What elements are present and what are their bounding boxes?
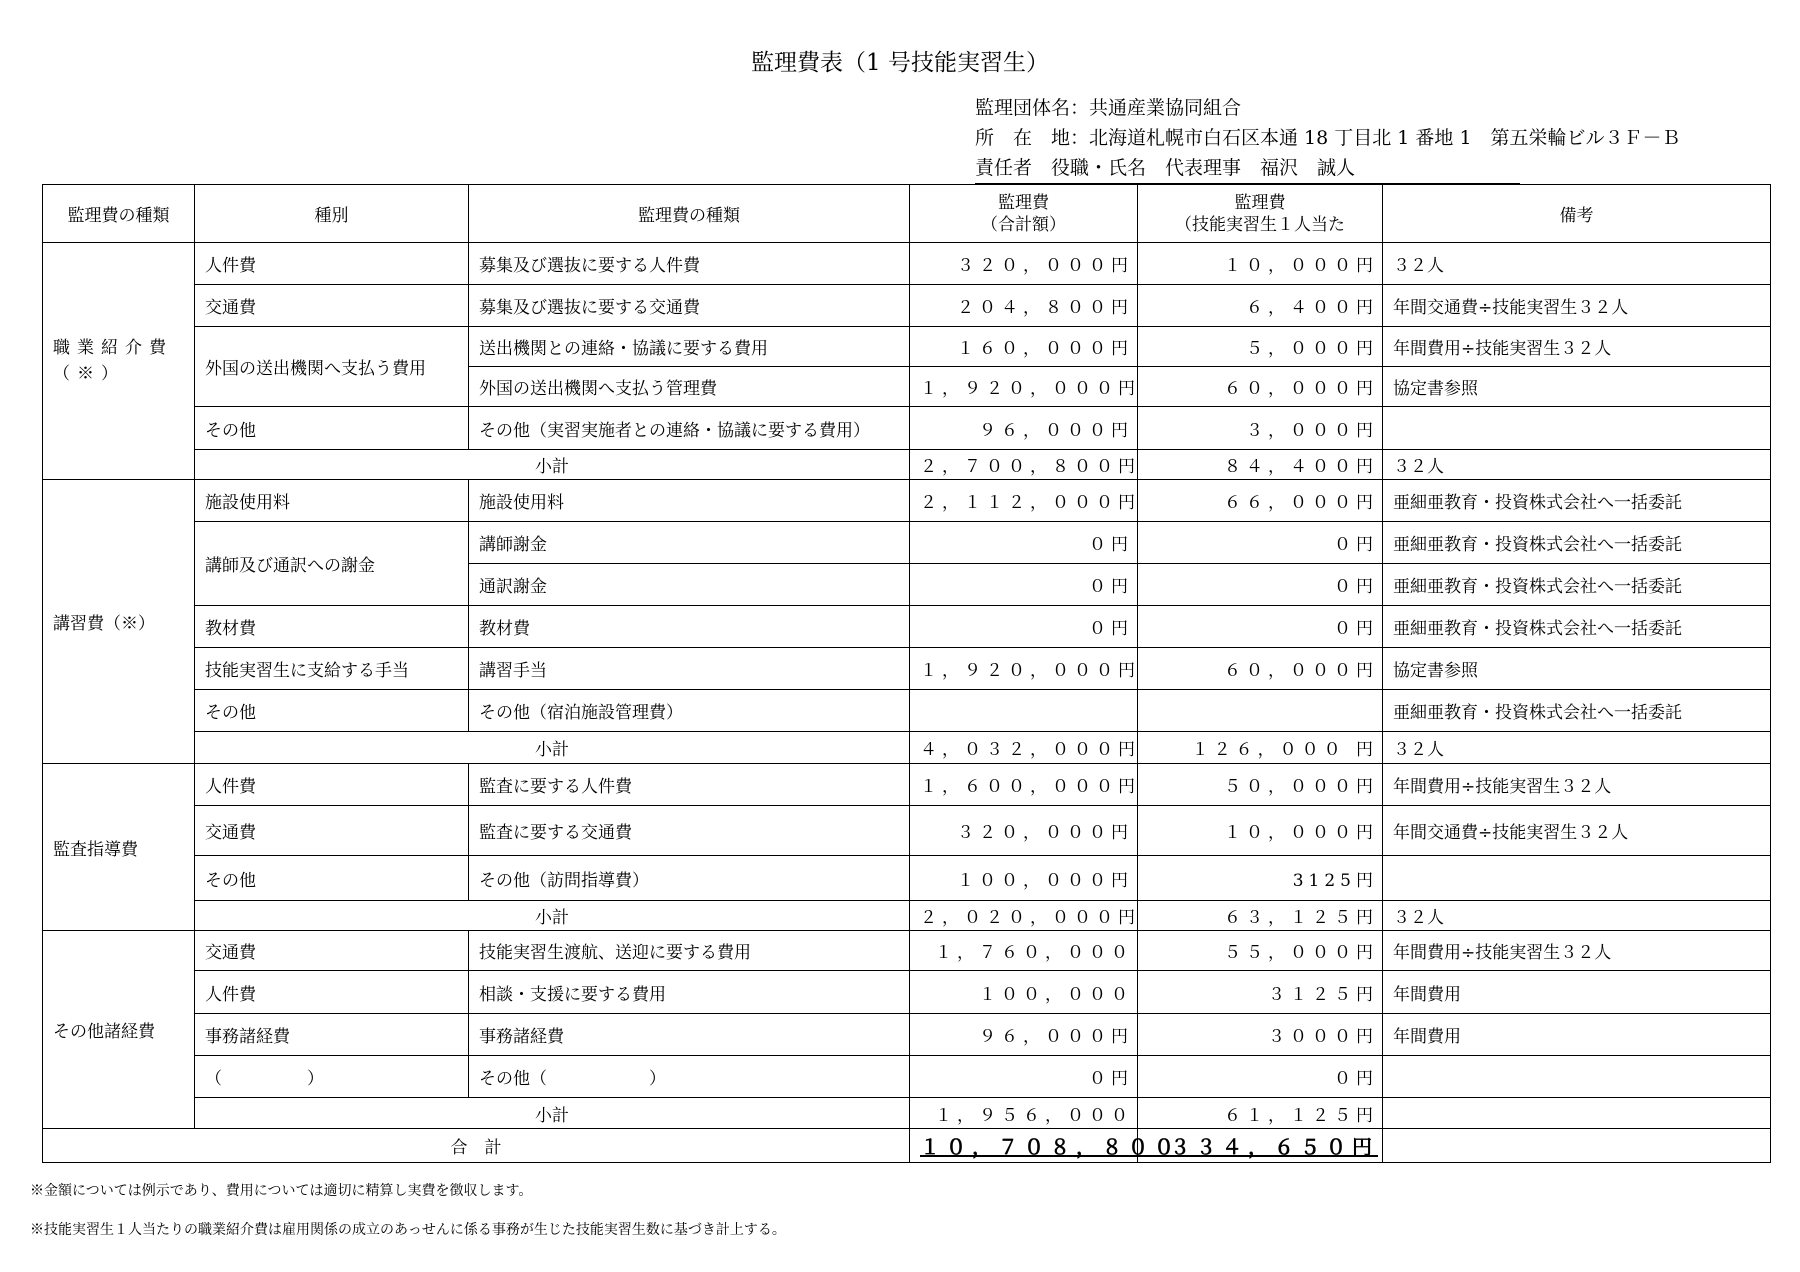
row-remarks <box>1383 856 1771 901</box>
row-per-trainee: ３，０００円 <box>1138 407 1383 450</box>
row-total: ９６，０００円 <box>910 1014 1138 1056</box>
table-row <box>43 407 1771 450</box>
row-kind: 技能実習生に支給する手当 <box>195 648 469 690</box>
header-total: 監理費 （合計額） <box>910 185 1138 243</box>
footnotes <box>30 1172 786 1250</box>
row-detail: その他（宿泊施設管理費） <box>469 690 910 732</box>
table-row <box>43 1056 1771 1098</box>
row-per-trainee: ０円 <box>1138 522 1383 564</box>
row-remarks: 亜細亜教育・投資株式会社へ一括委託 <box>1383 690 1771 732</box>
row-total: ３２０，０００円 <box>910 806 1138 856</box>
row-total: １，７６０，０００ <box>910 931 1138 971</box>
subtotal-per-trainee: ６３，１２５円 <box>1138 901 1383 931</box>
row-remarks: 年間交通費÷技能実習生３２人 <box>1383 806 1771 856</box>
header-detail: 監理費の種類 <box>469 185 910 243</box>
table-row <box>43 690 1771 732</box>
row-per-trainee <box>1138 690 1383 732</box>
subtotal-total: ２，７００，８００円 <box>910 450 1138 480</box>
table-row <box>43 971 1771 1014</box>
subtotal-total: ２，０２０，０００円 <box>910 901 1138 931</box>
grand-total-per-trainee <box>1138 1129 1383 1163</box>
row-remarks: 年間費用÷技能実習生３２人 <box>1383 931 1771 971</box>
grand-total-per-trainee-value: ３３４，６５０円 <box>1170 1135 1378 1159</box>
row-kind: 教材費 <box>195 606 469 648</box>
subtotal-per-trainee: １２６，０００ 円 <box>1138 732 1383 764</box>
organization-info <box>975 93 1681 183</box>
row-remarks: 年間費用 <box>1383 971 1771 1014</box>
section-category: その他諸経費 <box>43 931 195 1129</box>
subtotal-per-trainee: ８４，４００円 <box>1138 450 1383 480</box>
table-row <box>43 648 1771 690</box>
row-remarks: ３２人 <box>1383 243 1771 285</box>
header-kind: 種別 <box>195 185 469 243</box>
row-detail: 募集及び選抜に要する人件費 <box>469 243 910 285</box>
row-total: ０円 <box>910 564 1138 606</box>
row-remarks <box>1383 407 1771 450</box>
row-remarks: 亜細亜教育・投資株式会社へ一括委託 <box>1383 522 1771 564</box>
table-row <box>43 806 1771 856</box>
row-detail: 外国の送出機関へ支払う管理費 <box>469 367 910 407</box>
row-total: １６０，０００円 <box>910 327 1138 367</box>
row-detail: その他（ ） <box>469 1056 910 1098</box>
row-kind: 施設使用料 <box>195 480 469 522</box>
row-per-trainee: ０円 <box>1138 1056 1383 1098</box>
footnote: ※技能実習生１人当たりの職業紹介費は雇用関係の成立のあっせんに係る事務が生じた技能実習生数に基づき計上する。 <box>30 1222 786 1238</box>
row-detail: 募集及び選抜に要する交通費 <box>469 285 910 327</box>
row-detail: 講習手当 <box>469 648 910 690</box>
row-kind: 人件費 <box>195 764 469 806</box>
subtotal-label: 小計 <box>195 732 910 764</box>
row-kind: その他 <box>195 690 469 732</box>
row-kind: 人件費 <box>195 971 469 1014</box>
row-total: ０円 <box>910 606 1138 648</box>
row-remarks: 年間費用÷技能実習生３２人 <box>1383 764 1771 806</box>
grand-total-label: 合 計 <box>43 1129 910 1163</box>
table-row <box>43 931 1771 971</box>
subtotal-row <box>43 732 1771 764</box>
table-row <box>43 480 1771 522</box>
row-detail: 技能実習生渡航、送迎に要する費用 <box>469 931 910 971</box>
row-detail: 監査に要する交通費 <box>469 806 910 856</box>
header-category: 監理費の種類 <box>43 185 195 243</box>
row-detail: 講師謝金 <box>469 522 910 564</box>
grand-total-amount-value: １０，７０８，８００ <box>920 1135 1180 1159</box>
row-total: ２，１１２，０００円 <box>910 480 1138 522</box>
section-category: 監査指導費 <box>43 764 195 931</box>
row-per-trainee: ６６，０００円 <box>1138 480 1383 522</box>
row-remarks: 年間費用÷技能実習生３２人 <box>1383 327 1771 367</box>
row-kind: 交通費 <box>195 931 469 971</box>
row-kind: 交通費 <box>195 285 469 327</box>
row-remarks: 年間交通費÷技能実習生３２人 <box>1383 285 1771 327</box>
row-per-trainee: ３０００円 <box>1138 1014 1383 1056</box>
row-total: １００，０００円 <box>910 856 1138 901</box>
row-detail: 送出機関との連絡・協議に要する費用 <box>469 327 910 367</box>
subtotal-row <box>43 450 1771 480</box>
row-remarks: 年間費用 <box>1383 1014 1771 1056</box>
subtotal-label: 小計 <box>195 901 910 931</box>
row-total: １，６００，０００円 <box>910 764 1138 806</box>
row-per-trainee: １０，０００円 <box>1138 243 1383 285</box>
row-remarks <box>1383 1056 1771 1098</box>
row-remarks: 亜細亜教育・投資株式会社へ一括委託 <box>1383 606 1771 648</box>
row-kind: 交通費 <box>195 806 469 856</box>
row-total <box>910 690 1138 732</box>
subtotal-remarks: ３２人 <box>1383 732 1771 764</box>
row-per-trainee: ６，４００円 <box>1138 285 1383 327</box>
row-per-trainee: ５０，０００円 <box>1138 764 1383 806</box>
row-per-trainee: １０，０００円 <box>1138 806 1383 856</box>
table-row <box>43 327 1771 367</box>
subtotal-remarks: ３２人 <box>1383 450 1771 480</box>
row-kind: （ ） <box>195 1056 469 1098</box>
row-kind: 外国の送出機関へ支払う費用 <box>195 327 469 407</box>
row-kind: その他 <box>195 856 469 901</box>
table-row <box>43 243 1771 285</box>
table-row <box>43 856 1771 901</box>
footnote: ※金額については例示であり、費用については適切に精算し実費を徴収します。 <box>30 1183 533 1199</box>
grand-total-amount <box>910 1129 1180 1163</box>
row-detail: 事務諸経費 <box>469 1014 910 1056</box>
row-per-trainee: ５，０００円 <box>1138 327 1383 367</box>
row-remarks: 協定書参照 <box>1383 648 1771 690</box>
subtotal-remarks <box>1383 1098 1771 1129</box>
page-title: 監理費表（1 号技能実習生） <box>751 50 1049 76</box>
row-total: ２０４，８００円 <box>910 285 1138 327</box>
subtotal-remarks: ３２人 <box>1383 901 1771 931</box>
table-header-row <box>43 185 1771 243</box>
row-total: １，９２０，０００円 <box>910 648 1138 690</box>
row-remarks: 協定書参照 <box>1383 367 1771 407</box>
row-remarks: 亜細亜教育・投資株式会社へ一括委託 <box>1383 480 1771 522</box>
supervision-fee-table <box>42 184 1771 1163</box>
row-total: ０円 <box>910 522 1138 564</box>
subtotal-total: １，９５６，０００ <box>910 1098 1138 1129</box>
row-detail: 通訳謝金 <box>469 564 910 606</box>
organization-address: 所 在 地：北海道札幌市白石区本通 18 丁目北 1 番地 1 第五栄輪ビル３Ｆ－Ｂ <box>975 127 1681 149</box>
subtotal-row <box>43 901 1771 931</box>
subtotal-label: 小計 <box>195 450 910 480</box>
row-total: １００，０００ <box>910 971 1138 1014</box>
organization-name: 監理団体名：共通産業協同組合 <box>975 97 1242 119</box>
grand-total-remarks <box>1383 1129 1771 1163</box>
table-row <box>43 285 1771 327</box>
row-remarks: 亜細亜教育・投資株式会社へ一括委託 <box>1383 564 1771 606</box>
table-row <box>43 522 1771 564</box>
row-detail: その他（実習実施者との連絡・協議に要する費用） <box>469 407 910 450</box>
table-row <box>43 606 1771 648</box>
subtotal-row <box>43 1098 1771 1129</box>
row-kind: その他 <box>195 407 469 450</box>
row-detail: 教材費 <box>469 606 910 648</box>
header-per-trainee: 監理費 （技能実習生１人当た <box>1138 185 1383 243</box>
subtotal-label: 小計 <box>195 1098 910 1129</box>
subtotal-per-trainee: ６１，１２５円 <box>1138 1098 1383 1129</box>
section-category: 講習費（※） <box>43 480 195 764</box>
row-total: １，９２０，０００円 <box>910 367 1138 407</box>
row-total: ３２０，０００円 <box>910 243 1138 285</box>
row-per-trainee: ３１２５円 <box>1138 971 1383 1014</box>
row-total: ０円 <box>910 1056 1138 1098</box>
row-per-trainee: ６０，０００円 <box>1138 648 1383 690</box>
row-detail: 監査に要する人件費 <box>469 764 910 806</box>
row-kind: 人件費 <box>195 243 469 285</box>
row-kind: 事務諸経費 <box>195 1014 469 1056</box>
row-per-trainee: ０円 <box>1138 564 1383 606</box>
table-row <box>43 1014 1771 1056</box>
row-detail: 相談・支援に要する費用 <box>469 971 910 1014</box>
row-total: ９６，０００円 <box>910 407 1138 450</box>
row-per-trainee: ５５，０００円 <box>1138 931 1383 971</box>
section-category: 職業紹介費（※） <box>43 243 195 480</box>
row-per-trainee: ０円 <box>1138 606 1383 648</box>
row-per-trainee: 3125円 <box>1138 856 1383 901</box>
row-detail: その他（訪問指導費） <box>469 856 910 901</box>
row-kind: 講師及び通訳への謝金 <box>195 522 469 606</box>
subtotal-total: ４，０３２，０００円 <box>910 732 1138 764</box>
organization-responsible: 責任者 役職・氏名 代表理事 福沢 誠人 <box>975 153 1520 184</box>
table-row <box>43 764 1771 806</box>
row-detail: 施設使用料 <box>469 480 910 522</box>
grand-total-row <box>43 1129 1771 1163</box>
header-remarks: 備考 <box>1383 185 1771 243</box>
row-per-trainee: ６０，０００円 <box>1138 367 1383 407</box>
